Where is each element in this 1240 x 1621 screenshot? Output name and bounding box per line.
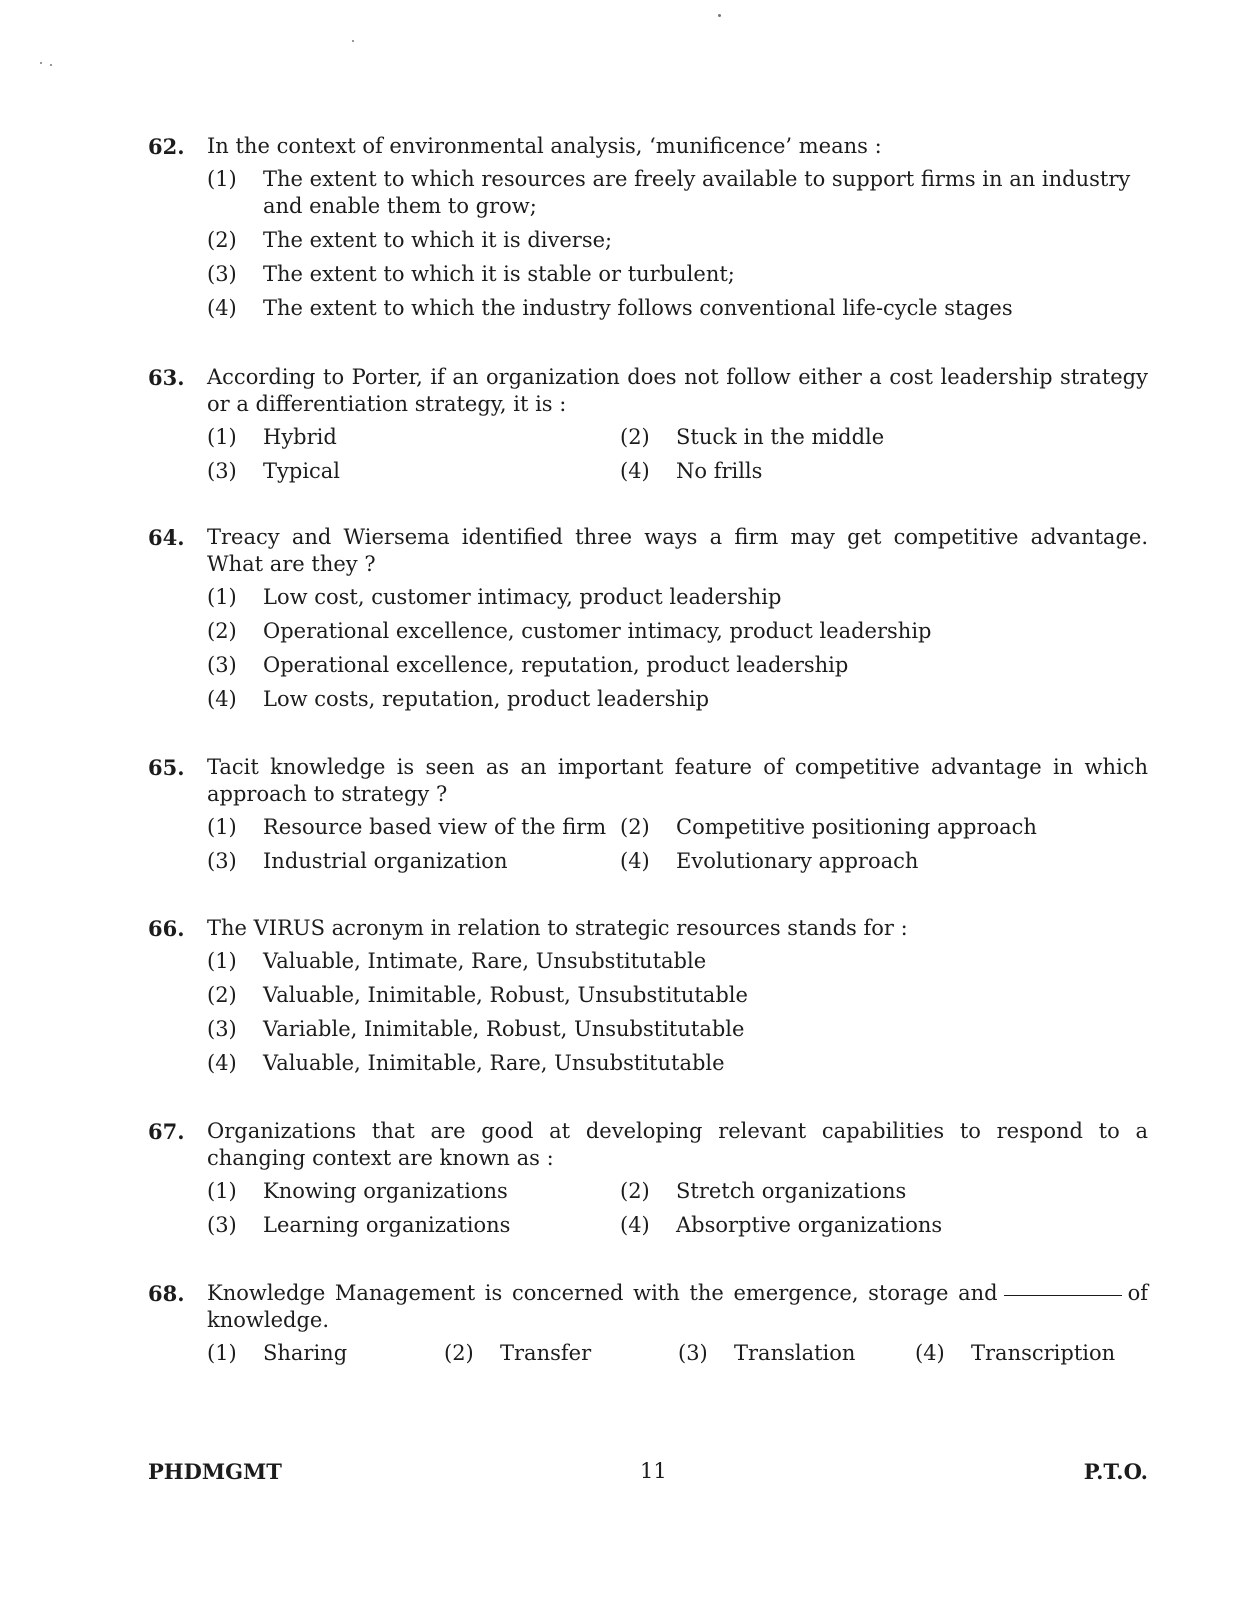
option-3 (207, 848, 620, 875)
option-text: Stuck in the middle (676, 425, 885, 449)
option-text: Knowing organizations (263, 1179, 508, 1203)
scan-speck (718, 14, 721, 17)
option-number: (1) (207, 585, 237, 609)
scan-speck (50, 64, 52, 66)
question-64 (148, 524, 1148, 720)
option-text: Valuable, Inimitable, Robust, Unsubstitutable (263, 983, 748, 1007)
option-number: (4) (207, 296, 237, 320)
question-text: Organizations that are good at developing relevant capabilities to respond to a changing context are known as : (207, 1119, 1148, 1170)
option-2 (620, 1178, 1148, 1205)
option-text: Valuable, Inimitable, Rare, Unsubstitutable (263, 1051, 725, 1075)
option-text: The extent to which it is diverse; (263, 228, 613, 252)
footer-page-number: 11 (640, 1459, 667, 1483)
option-4 (207, 295, 1148, 322)
option-4 (620, 1212, 1148, 1239)
option-1 (207, 424, 620, 451)
option-text: Competitive positioning approach (676, 815, 1037, 839)
option-text: Valuable, Intimate, Rare, Unsubstitutable (263, 949, 707, 973)
question-68 (148, 1280, 1148, 1367)
question-text: The VIRUS acronym in relation to strategic resources stands for : (207, 916, 908, 940)
option-text: Transcription (971, 1341, 1116, 1365)
option-text: Low costs, reputation, product leadership (263, 687, 710, 711)
option-text: Evolutionary approach (676, 849, 919, 873)
option-text: Hybrid (263, 425, 337, 449)
question-text: Treacy and Wiersema identified three ways a firm may get competitive advantage. What are they ? (207, 525, 1148, 576)
option-2 (207, 227, 1148, 254)
option-2 (207, 618, 1148, 645)
option-number: (4) (620, 1213, 650, 1237)
option-text: Stretch organizations (676, 1179, 907, 1203)
option-text: Operational excellence, customer intimacy, product leadership (263, 619, 932, 643)
option-text: Resource based view of the firm (263, 815, 607, 839)
option-4 (915, 1340, 1148, 1367)
question-66 (148, 915, 1148, 1084)
option-number: (3) (207, 849, 237, 873)
option-number: (2) (207, 983, 237, 1007)
option-1 (207, 1178, 620, 1205)
question-number: 64. (148, 525, 185, 550)
fill-in-blank (1004, 1295, 1122, 1296)
option-number: (2) (620, 815, 650, 839)
option-number: (1) (207, 167, 237, 191)
question-number: 62. (148, 134, 185, 159)
option-3 (207, 458, 620, 485)
option-number: (2) (207, 619, 237, 643)
option-list (207, 584, 1148, 713)
option-2 (444, 1340, 678, 1367)
option-number: (1) (207, 1179, 237, 1203)
question-text: According to Porter, if an organization does not follow either a cost leadership strategy or a differentiation strategy, it is : (207, 365, 1148, 416)
question-65 (148, 754, 1148, 875)
option-1 (207, 1340, 444, 1367)
option-text: The extent to which it is stable or turbulent; (263, 262, 735, 286)
option-number: (1) (207, 815, 237, 839)
option-number: (2) (620, 425, 650, 449)
question-text-before-blank: Knowledge Management is concerned with the emergence, storage and (207, 1281, 998, 1305)
option-4 (620, 848, 1148, 875)
option-text: Sharing (263, 1341, 348, 1365)
question-number: 65. (148, 755, 185, 780)
option-number: (4) (207, 687, 237, 711)
question-62 (148, 133, 1148, 329)
question-number: 63. (148, 365, 185, 390)
option-number: (4) (620, 459, 650, 483)
option-number: (3) (207, 1213, 237, 1237)
option-2 (620, 814, 1148, 841)
option-number: (4) (915, 1341, 945, 1365)
question-63 (148, 364, 1148, 485)
option-3 (207, 261, 1148, 288)
question-text: In the context of environmental analysis, ‘munificence’ means : (207, 134, 882, 158)
option-4 (207, 686, 1148, 713)
option-3 (678, 1340, 915, 1367)
option-text: Typical (263, 459, 341, 483)
option-number: (4) (620, 849, 650, 873)
question-text: Tacit knowledge is seen as an important feature of competitive advantage in which approach to strategy ? (207, 755, 1148, 806)
option-number: (1) (207, 949, 237, 973)
option-text: No frills (676, 459, 763, 483)
option-row (207, 1340, 1148, 1367)
option-number: (2) (444, 1341, 474, 1365)
question-text (207, 1280, 1148, 1334)
option-1 (207, 166, 1148, 220)
question-67 (148, 1118, 1148, 1239)
scan-speck (352, 40, 354, 42)
option-2 (207, 982, 1148, 1009)
option-4 (207, 1050, 1148, 1077)
option-3 (207, 652, 1148, 679)
option-text: Variable, Inimitable, Robust, Unsubstitutable (263, 1017, 745, 1041)
option-number: (2) (620, 1179, 650, 1203)
option-3 (207, 1212, 620, 1239)
option-text: Transfer (500, 1341, 592, 1365)
option-text: Low cost, customer intimacy, product leadership (263, 585, 782, 609)
option-number: (3) (207, 653, 237, 677)
option-number: (2) (207, 228, 237, 252)
question-text-after-blank: of knowledge. (207, 1281, 1148, 1332)
scan-speck (40, 62, 42, 64)
option-list (207, 948, 1148, 1077)
option-text: The extent to which resources are freely available to support firms in an industry and enable them to grow; (263, 167, 1131, 218)
option-grid (207, 1178, 1148, 1239)
question-number: 67. (148, 1119, 185, 1144)
option-text: Learning organizations (263, 1213, 511, 1237)
question-number: 68. (148, 1281, 185, 1306)
option-4 (620, 458, 1148, 485)
option-text: Absorptive organizations (676, 1213, 943, 1237)
option-grid (207, 814, 1148, 875)
option-number: (3) (207, 459, 237, 483)
option-text: The extent to which the industry follows conventional life-cycle stages (263, 296, 1013, 320)
option-number: (1) (207, 425, 237, 449)
option-text: Operational excellence, reputation, product leadership (263, 653, 849, 677)
option-number: (3) (678, 1341, 708, 1365)
option-number: (3) (207, 1017, 237, 1041)
option-list (207, 166, 1148, 322)
option-number: (1) (207, 1341, 237, 1365)
option-1 (207, 814, 620, 841)
footer-pto: P.T.O. (1083, 1459, 1148, 1484)
option-text: Industrial organization (263, 849, 508, 873)
option-1 (207, 948, 1148, 975)
footer-paper-code: PHDMGMT (148, 1459, 282, 1484)
question-number: 66. (148, 916, 185, 941)
option-text: Translation (734, 1341, 856, 1365)
option-number: (3) (207, 262, 237, 286)
option-2 (620, 424, 1148, 451)
option-3 (207, 1016, 1148, 1043)
option-grid (207, 424, 1148, 485)
option-number: (4) (207, 1051, 237, 1075)
option-1 (207, 584, 1148, 611)
